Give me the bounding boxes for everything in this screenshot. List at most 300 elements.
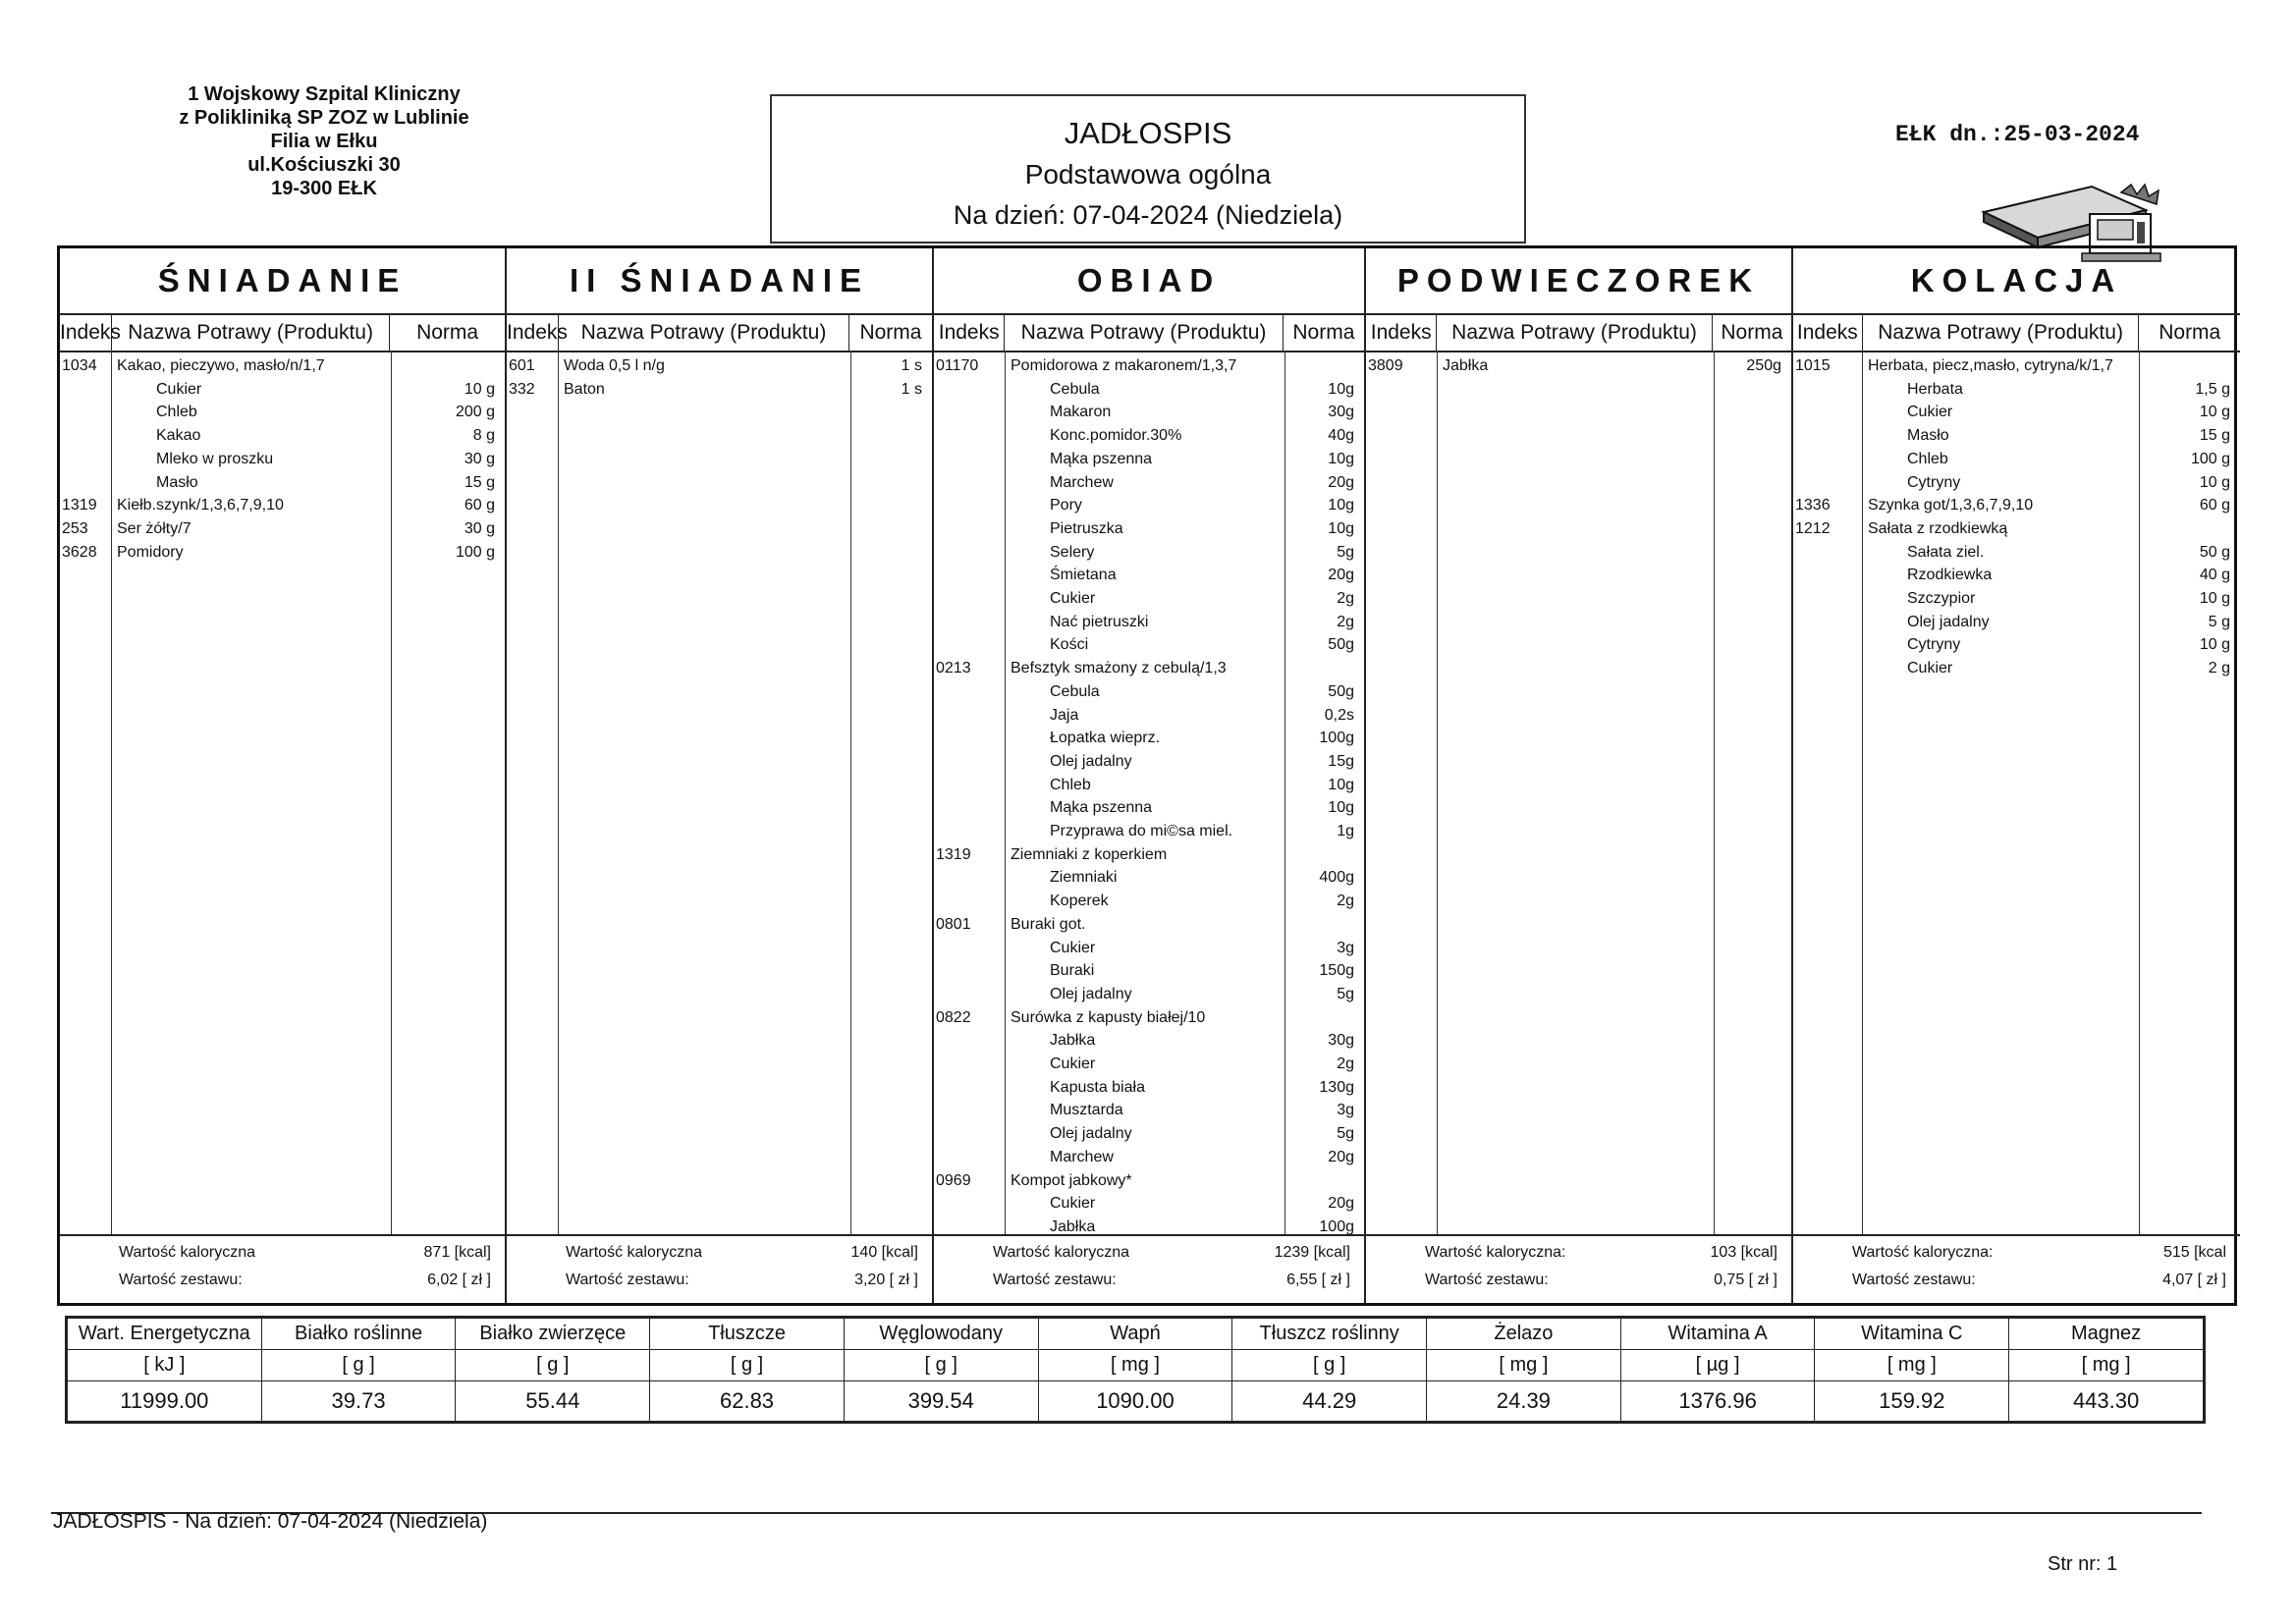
item-norm: 2g [1337, 893, 1354, 910]
item-index: 1015 [1795, 357, 1831, 374]
table-row [934, 633, 1364, 657]
item-norm: 10 g [2199, 473, 2230, 491]
table-row [934, 541, 1364, 565]
table-row [934, 983, 1364, 1006]
nutrient-name: Żelazo [1427, 1319, 1621, 1350]
energy-value: 515 [kcal [2162, 1244, 2226, 1261]
table-row [934, 727, 1364, 750]
item-index: 01170 [936, 357, 979, 374]
item-name: Śmietana [1050, 567, 1117, 584]
item-norm: 3g [1337, 1102, 1354, 1119]
table-row [934, 774, 1364, 797]
nutrient-name: Węglowodany [844, 1319, 1038, 1350]
nutrient-name: Tłuszcz roślinny [1232, 1319, 1427, 1350]
nutrient-unit: [ g ] [456, 1350, 650, 1381]
item-name: Buraki got. [1011, 915, 1086, 933]
nutrient-name: Magnez [2009, 1319, 2204, 1350]
item-norm: 30g [1328, 1032, 1354, 1050]
nutrient-value: 1090.00 [1038, 1381, 1232, 1422]
item-name: Cytryny [1907, 636, 1961, 654]
nutrient-unit: [ mg ] [1038, 1350, 1232, 1381]
item-name: Jabłka [1050, 1032, 1096, 1050]
item-name: Pomidorowa z makaronem/1,3,7 [1011, 357, 1237, 374]
column-header-index: Indeks [60, 315, 112, 351]
item-norm: 2g [1337, 1055, 1354, 1072]
column-header-index: Indeks [507, 315, 559, 351]
cost-label: Wartość zestawu: [119, 1271, 243, 1288]
item-index: 1319 [936, 845, 971, 863]
table-row [934, 1146, 1364, 1169]
table-row [1793, 401, 2240, 424]
item-name: Cukier [1907, 404, 1953, 421]
table-row [934, 796, 1364, 820]
item-name: Kości [1050, 636, 1089, 654]
item-name: Pietruszka [1050, 519, 1123, 537]
item-name: Konc.pomidor.30% [1050, 427, 1182, 445]
meal-items [934, 351, 1364, 1236]
item-name: Woda 0,5 l n/g [564, 357, 665, 374]
nutrient-unit: [ µg ] [1620, 1350, 1815, 1381]
table-row [60, 401, 505, 424]
column-divider [1437, 351, 1438, 1236]
item-norm: 60 g [464, 497, 495, 514]
item-norm: 200 g [455, 404, 495, 421]
meal-summary [934, 1234, 1364, 1303]
item-name: Pomidory [117, 543, 184, 561]
table-row [934, 890, 1364, 913]
table-row [934, 866, 1364, 890]
table-row [934, 1029, 1364, 1053]
energy-value: 103 [kcal] [1710, 1244, 1777, 1261]
item-norm: 15g [1328, 752, 1354, 770]
column-divider [558, 351, 559, 1236]
nutrient-unit: [ mg ] [2009, 1350, 2204, 1381]
table-row [934, 750, 1364, 774]
nutrient-value: 24.39 [1427, 1381, 1621, 1422]
meal-section [60, 248, 507, 1303]
table-row [934, 494, 1364, 517]
item-name: Cebula [1050, 682, 1100, 700]
energy-label: Wartość kaloryczna: [1425, 1244, 1566, 1261]
item-name: Cytryny [1907, 473, 1961, 491]
column-header-name: Nazwa Potrawy (Produktu) [1005, 315, 1283, 351]
table-row [1793, 587, 2240, 611]
table-row [934, 1076, 1364, 1100]
meal-section [934, 248, 1366, 1303]
nutrient-value: 11999.00 [68, 1381, 262, 1422]
column-divider [850, 351, 851, 1236]
issue-date: EŁK dn.:25-03-2024 [1895, 122, 2140, 147]
table-row [1793, 378, 2240, 402]
item-norm: 10g [1328, 519, 1354, 537]
item-name: Mleko w proszku [156, 450, 274, 467]
nutrient-value: 62.83 [650, 1381, 845, 1422]
item-index: 0213 [936, 660, 971, 677]
meal-items [507, 351, 932, 1236]
column-header-norm: Norma [2159, 321, 2221, 344]
item-name: Buraki [1050, 962, 1095, 980]
cost-value: 4,07 [ zł ] [2162, 1271, 2226, 1288]
table-row [934, 378, 1364, 402]
item-norm: 40g [1328, 427, 1354, 445]
table-row [934, 657, 1364, 680]
table-row [934, 401, 1364, 424]
item-name: Jabłka [1443, 357, 1489, 374]
item-name: Jabłka [1050, 1217, 1096, 1235]
nutrient-unit: [ kJ ] [68, 1350, 262, 1381]
cost-label: Wartość zestawu: [1425, 1271, 1549, 1288]
item-norm: 5 g [2208, 613, 2230, 630]
table-row [934, 1169, 1364, 1193]
nutrient-unit: [ g ] [844, 1350, 1038, 1381]
item-name: Koperek [1050, 893, 1109, 910]
cost-value: 3,20 [ zł ] [854, 1271, 918, 1288]
meal-items [1793, 351, 2240, 1236]
item-norm: 40 g [2199, 567, 2230, 584]
table-row [934, 1122, 1364, 1146]
table-row [60, 471, 505, 495]
cost-value: 6,55 [ zł ] [1286, 1271, 1350, 1288]
institution-line: 1 Wojskowy Szpital Kliniczny [188, 83, 461, 105]
menu-date: Na dzień: 07-04-2024 (Niedziela) [953, 200, 1343, 230]
cost-label: Wartość zestawu: [993, 1271, 1117, 1288]
item-name: Masło [1907, 427, 1949, 445]
item-norm: 150g [1319, 962, 1354, 980]
energy-label: Wartość kaloryczna: [1852, 1244, 1994, 1261]
item-norm: 250g [1746, 357, 1781, 374]
item-name: Chleb [1050, 776, 1091, 793]
item-norm: 2g [1337, 590, 1354, 607]
item-norm: 30 g [464, 519, 495, 537]
item-norm: 10g [1328, 380, 1354, 398]
meal-summary [507, 1234, 932, 1303]
table-row [60, 448, 505, 471]
table-row [934, 1099, 1364, 1122]
item-name: Mąka pszenna [1050, 450, 1153, 467]
meal-section [1366, 248, 1793, 1303]
table-row [934, 704, 1364, 728]
item-name: Surówka z kapusty białej/10 [1011, 1008, 1206, 1026]
item-norm: 10g [1328, 497, 1354, 514]
meal-title: OBIAD [934, 248, 1364, 315]
item-norm: 1,5 g [2195, 380, 2230, 398]
column-header-name: Nazwa Potrawy (Produktu) [559, 315, 849, 351]
item-name: Cukier [1050, 939, 1096, 956]
nutrient-values-row [68, 1381, 2204, 1422]
cost-value: 6,02 [ zł ] [427, 1271, 491, 1288]
table-row [507, 378, 932, 402]
item-norm: 15 g [464, 473, 495, 491]
item-norm: 10 g [2199, 404, 2230, 421]
column-header-norm: Norma [416, 321, 479, 344]
table-row [60, 517, 505, 541]
item-name: Sałata z rzodkiewką [1868, 519, 2008, 537]
column-headers [934, 315, 1364, 352]
table-row [1793, 494, 2240, 517]
item-norm: 3g [1337, 939, 1354, 956]
item-name: Szynka got/1,3,6,7,9,10 [1868, 497, 2034, 514]
column-header-name: Nazwa Potrawy (Produktu) [112, 315, 390, 351]
table-row [934, 820, 1364, 843]
item-name: Herbata, piecz,masło, cytryna/k/1,7 [1868, 357, 2113, 374]
energy-label: Wartość kaloryczna [119, 1244, 255, 1261]
meals-table [57, 245, 2237, 1306]
column-headers [1366, 315, 1791, 352]
nutrient-value: 159.92 [1815, 1381, 2009, 1422]
item-norm: 1 s [901, 357, 922, 374]
column-header-norm: Norma [1292, 321, 1355, 344]
item-name: Olej jadalny [1050, 1125, 1132, 1143]
table-row [507, 354, 932, 378]
meal-title: PODWIECZOREK [1366, 248, 1791, 315]
table-row [934, 680, 1364, 704]
item-name: Cukier [1907, 660, 1953, 677]
item-name: Herbata [1907, 380, 1963, 398]
item-name: Nać pietruszki [1050, 613, 1149, 630]
table-row [934, 843, 1364, 867]
meal-title: II ŚNIADANIE [507, 248, 932, 315]
energy-value: 871 [kcal] [423, 1244, 491, 1261]
item-name: Cukier [1050, 1195, 1096, 1213]
nutrient-unit: [ mg ] [1427, 1350, 1621, 1381]
item-name: Musztarda [1050, 1102, 1123, 1119]
table-row [1793, 541, 2240, 565]
nutrient-value: 55.44 [456, 1381, 650, 1422]
item-norm: 20g [1328, 473, 1354, 491]
item-norm: 1g [1337, 823, 1354, 839]
item-name: Kakao [156, 427, 201, 445]
table-row [1366, 354, 1791, 378]
table-row [934, 564, 1364, 587]
item-name: Kompot jabkowy* [1011, 1171, 1132, 1189]
item-index: 1212 [1795, 519, 1831, 537]
meal-items [60, 351, 505, 1236]
nutrient-unit: [ g ] [650, 1350, 845, 1381]
institution-line: ul.Kościuszki 30 [247, 154, 401, 176]
item-norm: 30 g [464, 450, 495, 467]
item-norm: 130g [1319, 1078, 1354, 1096]
item-name: Kakao, pieczywo, masło/n/1,7 [117, 357, 325, 374]
item-norm: 100g [1319, 1217, 1354, 1235]
item-index: 253 [62, 519, 88, 537]
item-name: Sałata ziel. [1907, 543, 1985, 561]
nutrient-value: 44.29 [1232, 1381, 1427, 1422]
item-name: Makaron [1050, 404, 1112, 421]
nutrient-name: Wapń [1038, 1319, 1232, 1350]
table-row [1793, 611, 2240, 634]
nutrient-units-row [68, 1350, 2204, 1381]
item-name: Marchew [1050, 473, 1114, 491]
table-row [934, 424, 1364, 448]
item-norm: 2g [1337, 613, 1354, 630]
table-row [60, 378, 505, 402]
item-name: Ser żółty/7 [117, 519, 191, 537]
table-row [934, 959, 1364, 983]
table-row [1793, 424, 2240, 448]
nutrient-value: 399.54 [844, 1381, 1038, 1422]
table-row [1793, 633, 2240, 657]
column-headers [507, 315, 932, 352]
nutrient-value: 39.73 [261, 1381, 456, 1422]
table-row [60, 541, 505, 565]
table-row [1793, 517, 2240, 541]
column-header-norm: Norma [859, 321, 922, 344]
item-name: Olej jadalny [1050, 985, 1132, 1002]
item-name: Szczypior [1907, 590, 1976, 607]
item-norm: 10 g [464, 380, 495, 398]
nutrient-unit: [ mg ] [1815, 1350, 2009, 1381]
energy-label: Wartość kaloryczna [993, 1244, 1129, 1261]
table-row [934, 471, 1364, 495]
item-name: Ziemniaki [1050, 869, 1118, 887]
table-row [60, 494, 505, 517]
item-index: 0801 [936, 915, 971, 933]
table-row [1793, 471, 2240, 495]
cost-value: 0,75 [ zł ] [1714, 1271, 1777, 1288]
item-index: 3628 [62, 543, 97, 561]
column-header-norm: Norma [1721, 321, 1783, 344]
meal-section [507, 248, 934, 1303]
nutrient-unit: [ g ] [1232, 1350, 1427, 1381]
item-norm: 5g [1337, 985, 1354, 1002]
nutrient-value: 1376.96 [1620, 1381, 1815, 1422]
item-name: Ziemniaki z koperkiem [1011, 845, 1168, 863]
item-name: Jaja [1050, 706, 1079, 724]
item-norm: 20g [1328, 567, 1354, 584]
column-header-name: Nazwa Potrawy (Produktu) [1437, 315, 1712, 351]
item-name: Mąka pszenna [1050, 799, 1153, 817]
table-row [1793, 448, 2240, 471]
table-row [1793, 657, 2240, 680]
page-number: Str nr: 1 [2048, 1553, 2118, 1575]
item-name: Pory [1050, 497, 1082, 514]
item-name: Cebula [1050, 380, 1100, 398]
title-box [770, 94, 1526, 243]
item-name: Olej jadalny [1050, 752, 1132, 770]
item-norm: 100 g [2190, 450, 2230, 467]
column-header-name: Nazwa Potrawy (Produktu) [1863, 315, 2140, 351]
item-norm: 100 g [455, 543, 495, 561]
table-row [934, 1006, 1364, 1030]
item-index: 0822 [936, 1008, 971, 1026]
item-norm: 1 s [901, 380, 922, 398]
meal-section [1793, 248, 2240, 1303]
item-name: Kiełb.szynk/1,3,6,7,9,10 [117, 497, 284, 514]
item-name: Rzodkiewka [1907, 567, 1993, 584]
institution-line: 19-300 EŁK [271, 178, 377, 199]
item-name: Selery [1050, 543, 1095, 561]
nutrient-unit: [ g ] [261, 1350, 456, 1381]
item-name: Kapusta biała [1050, 1078, 1145, 1096]
institution-address [118, 82, 530, 200]
table-row [1793, 564, 2240, 587]
meal-title: ŚNIADANIE [60, 248, 505, 315]
table-row [934, 611, 1364, 634]
nutrient-name: Tłuszcze [650, 1319, 845, 1350]
nutrient-name: Białko roślinne [261, 1319, 456, 1350]
table-row [934, 517, 1364, 541]
meal-summary [1793, 1234, 2240, 1303]
nutrition-table [65, 1316, 2206, 1424]
energy-label: Wartość kaloryczna [566, 1244, 702, 1261]
item-norm: 400g [1319, 869, 1354, 887]
meal-summary [60, 1234, 505, 1303]
energy-value: 140 [kcal] [850, 1244, 918, 1261]
item-norm: 20g [1328, 1148, 1354, 1165]
item-index: 1336 [1795, 497, 1831, 514]
item-norm: 0,2s [1324, 706, 1354, 724]
item-norm: 10g [1328, 776, 1354, 793]
table-row [934, 587, 1364, 611]
diet-name: Podstawowa ogólna [1024, 159, 1272, 189]
item-norm: 10g [1328, 799, 1354, 817]
item-name: Chleb [1907, 450, 1948, 467]
energy-value: 1239 [kcal] [1274, 1244, 1350, 1261]
nutrient-name: Wart. Energetyczna [68, 1319, 262, 1350]
item-norm: 5g [1337, 1125, 1354, 1143]
meal-title: KOLACJA [1793, 248, 2240, 315]
column-divider [1714, 351, 1715, 1236]
nutrient-name: Białko zwierzęce [456, 1319, 650, 1350]
cost-label: Wartość zestawu: [1852, 1271, 1976, 1288]
item-norm: 60 g [2199, 497, 2230, 514]
item-name: Przyprawa do mi©sa miel. [1050, 823, 1233, 839]
item-name: Olej jadalny [1907, 613, 1990, 630]
item-norm: 5g [1337, 543, 1354, 561]
item-index: 3809 [1368, 357, 1403, 374]
item-norm: 100g [1319, 730, 1354, 747]
document-title: JADŁOSPIS [1064, 116, 1232, 150]
table-row [934, 937, 1364, 960]
item-name: Marchew [1050, 1148, 1114, 1165]
table-row [934, 1192, 1364, 1216]
nutrient-value: 443.30 [2009, 1381, 2204, 1422]
table-row [1793, 354, 2240, 378]
table-row [934, 1053, 1364, 1076]
item-index: 0969 [936, 1171, 971, 1189]
nutrient-name: Witamina A [1620, 1319, 1815, 1350]
item-name: Baton [564, 380, 605, 398]
institution-line: z Polikliniką SP ZOZ w Lublinie [179, 107, 469, 129]
column-header-index: Indeks [1366, 315, 1437, 351]
nutrient-name: Witamina C [1815, 1319, 2009, 1350]
item-name: Łopatka wieprz. [1050, 730, 1161, 747]
item-name: Cukier [1050, 1055, 1096, 1072]
meal-items [1366, 351, 1791, 1236]
item-name: Cukier [1050, 590, 1096, 607]
item-index: 332 [509, 380, 535, 398]
table-row [934, 913, 1364, 937]
item-norm: 2 g [2208, 660, 2230, 677]
item-norm: 10g [1328, 450, 1354, 467]
item-name: Befsztyk smażony z cebulą/1,3 [1011, 660, 1227, 677]
column-header-index: Indeks [934, 315, 1005, 351]
table-row [934, 448, 1364, 471]
table-row [60, 424, 505, 448]
item-norm: 50 g [2199, 543, 2230, 561]
footer-text: JADŁOSPIS - Na dzień: 07-04-2024 (Niedziela) [53, 1510, 488, 1533]
item-norm: 15 g [2199, 427, 2230, 445]
item-index: 1034 [62, 357, 97, 374]
meal-summary [1366, 1234, 1791, 1303]
item-norm: 50g [1328, 682, 1354, 700]
institution-line: Filia w Ełku [270, 131, 378, 152]
nutrient-names-row [68, 1319, 2204, 1350]
item-norm: 8 g [472, 427, 495, 445]
item-norm: 50g [1328, 636, 1354, 654]
item-name: Chleb [156, 404, 197, 421]
column-headers [60, 315, 505, 352]
